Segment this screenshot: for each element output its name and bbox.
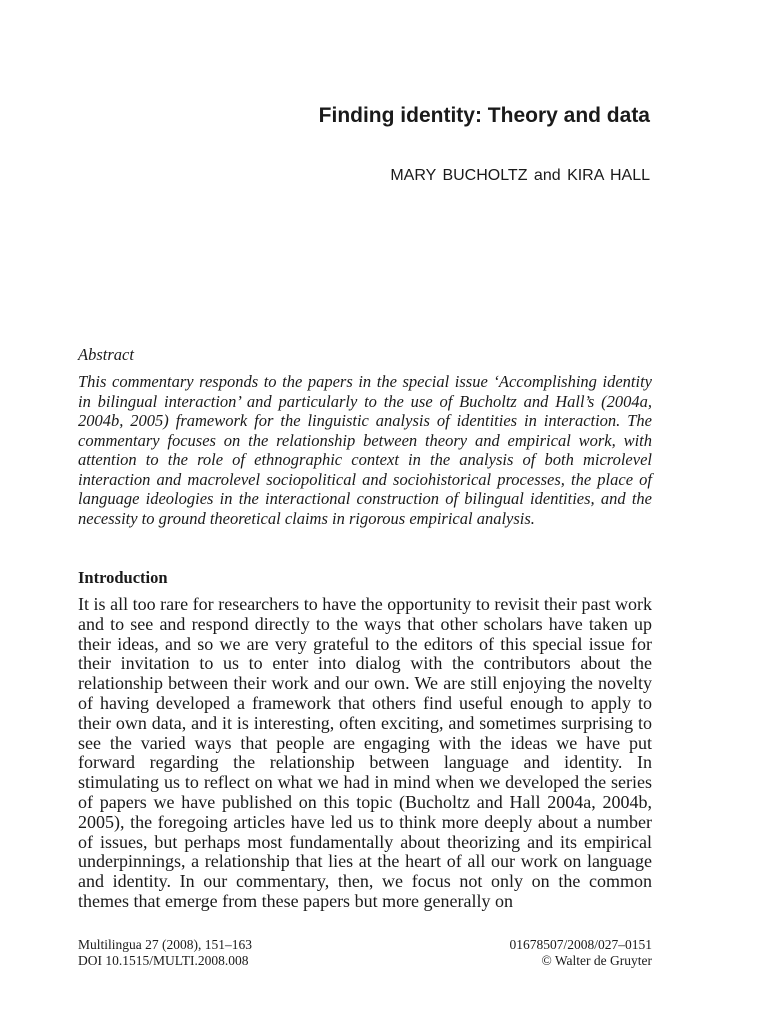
article-authors: MARY BUCHOLTZ and KIRA HALL bbox=[390, 167, 650, 184]
article-title: Finding identity: Theory and data bbox=[318, 104, 650, 127]
footer-right bbox=[509, 937, 652, 968]
doi: DOI 10.1515/MULTI.2008.008 bbox=[78, 952, 249, 968]
introduction-heading: Introduction bbox=[78, 568, 168, 587]
abstract-text: This commentary responds to the papers in the special issue ‘Accomplishing identity in bilingual interaction’ and particularly to the use of Bucholtz and Hall’s (2004a, 2004b, 2005) framework for the linguistic analysis of identities in interaction. The commentary focuses on the relationship between theory and empirical work, with attention to the role of ethnographic context in the analysis of both microlevel interaction and macrolevel sociopolitical and sociohistorical processes, the place of language ideologies in the interactional construction of bilingual identities, and the necessity to ground theoretical claims in rigorous empirical analysis. bbox=[78, 372, 652, 528]
footer-left bbox=[78, 937, 252, 968]
introduction-paragraph: It is all too rare for researchers to have the opportunity to revisit their past work and to see and respond directly to the ways that other scholars have taken up their ideas, and so we are very grateful to the editors of this special issue for their invitation to us to enter into dialog with the contributors about the relationship between their work and our own. We are still enjoying the novelty of having developed a framework that others find useful enough to apply to their own data, and it is interesting, often exciting, and sometimes surprising to see the varied ways that people are engaging with the ideas we have put forward regarding the relationship between language and identity. In stimulating us to reflect on what we had in mind when we developed the series of papers we have published on this topic (Bucholtz and Hall 2004a, 2004b, 2005), the foregoing articles have led us to think more deeply about a number of issues, but perhaps most fundamentally about theorizing and its empirical underpinnings, a relationship that lies at the heart of all our work on language and identity. In our commentary, then, we focus not only on the common themes that emerge from these papers but more generally on bbox=[78, 594, 652, 911]
publisher-copyright: © Walter de Gruyter bbox=[541, 952, 652, 968]
journal-citation: Multilingua 27 (2008), 151–163 bbox=[78, 937, 252, 952]
abstract-heading: Abstract bbox=[78, 345, 134, 364]
issn-code: 01678507/2008/027–0151 bbox=[509, 937, 652, 952]
